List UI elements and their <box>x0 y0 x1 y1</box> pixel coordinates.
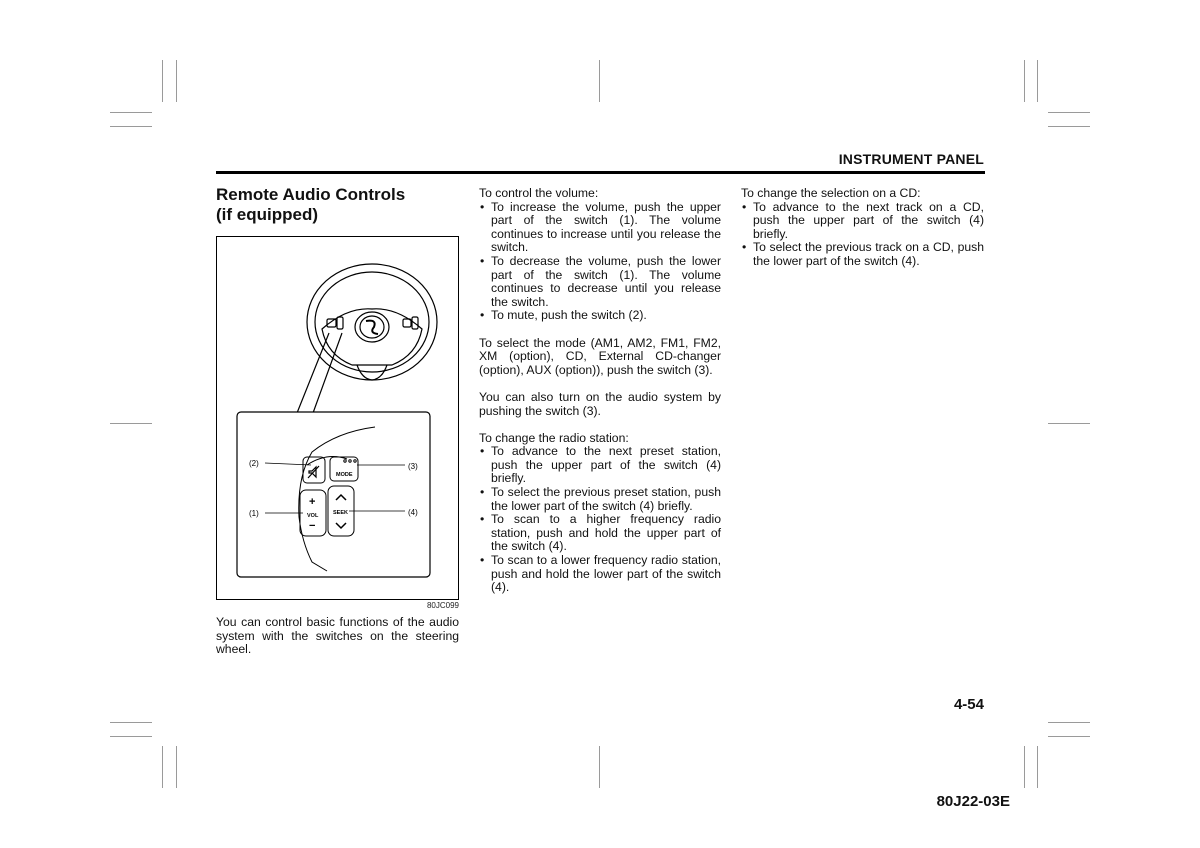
crop-mark <box>599 746 600 788</box>
volume-minus-icon: − <box>309 520 316 532</box>
figure-code: 80JC099 <box>426 601 459 610</box>
figure-caption: You can control basic functions of the audio system with the switches on the steering wheel. <box>216 615 459 657</box>
list-item: • To mute, push the switch (2). <box>479 309 721 323</box>
crop-mark <box>599 60 600 102</box>
heading-line-1: Remote Audio Controls <box>216 185 406 204</box>
cd-list <box>741 201 984 269</box>
crop-mark <box>1048 423 1090 424</box>
section-title: INSTRUMENT PANEL <box>838 151 984 167</box>
crop-mark <box>110 423 152 424</box>
cd-intro: To change the selection on a CD: <box>741 186 921 200</box>
crop-mark <box>1048 722 1090 723</box>
crop-mark <box>1048 736 1090 737</box>
crop-mark <box>110 126 152 127</box>
crop-mark <box>162 746 163 788</box>
document-code: 80J22-03E <box>936 793 1010 810</box>
radio-list <box>479 445 721 595</box>
list-item: • To scan to a lower frequency radio station, push and hold the lower part of the switch (4). <box>479 554 721 595</box>
crop-mark <box>1037 60 1038 102</box>
crop-mark <box>176 746 177 788</box>
middle-column <box>479 187 721 595</box>
steering-wheel-illustration <box>217 237 458 599</box>
mode-paragraph: To select the mode (AM1, AM2, FM1, FM2, XM (option), CD, External CD-changer (option), AUX (option)), push the switch (3). <box>479 335 721 377</box>
crop-mark <box>1048 112 1090 113</box>
heading-line-2: (if equipped) <box>216 205 318 224</box>
crop-mark <box>1024 746 1025 788</box>
left-column <box>216 616 459 657</box>
list-item: • To increase the volume, push the upper part of the switch (1). The volume continues to increase until you release the switch. <box>479 201 721 255</box>
steering-wheel <box>307 264 437 380</box>
crop-mark <box>110 736 152 737</box>
list-item: • To scan to a higher frequency radio station, push and hold the upper part of the switch (4). <box>479 513 721 554</box>
page-number: 4-54 <box>953 696 984 713</box>
crop-mark <box>110 112 152 113</box>
list-item: • To decrease the volume, push the lower part of the switch (1). The volume continues to decrease until you release the switch. <box>479 255 721 309</box>
list-item: • To advance to the next preset station, push the upper part of the switch (4) briefly. <box>479 445 721 486</box>
volume-plus-icon: + <box>309 496 316 508</box>
crop-mark <box>162 60 163 102</box>
callout-1: (1) <box>249 509 259 518</box>
right-column <box>741 187 984 269</box>
crop-mark <box>1048 126 1090 127</box>
crop-mark <box>1037 746 1038 788</box>
power-paragraph: You can also turn on the audio system by pushing the switch (3). <box>479 389 721 418</box>
crop-mark <box>1024 60 1025 102</box>
detail-leader <box>297 333 342 413</box>
callout-3: (3) <box>408 462 418 471</box>
vol-label: VOL <box>307 513 319 519</box>
list-item: • To select the previous track on a CD, push the lower part of the switch (4). <box>741 241 984 268</box>
section-heading <box>216 185 456 225</box>
radio-intro: To change the radio station: <box>479 430 629 445</box>
callout-2: (2) <box>249 459 259 468</box>
crop-mark <box>176 60 177 102</box>
list-item: • To advance to the next track on a CD, push the upper part of the switch (4) briefly. <box>741 201 984 242</box>
crop-mark <box>110 722 152 723</box>
list-item: • To select the previous preset station, push the lower part of the switch (4) briefly. <box>479 486 721 513</box>
header-rule <box>216 171 985 174</box>
volume-list <box>479 201 721 323</box>
seek-label: SEEK <box>333 510 348 516</box>
callout-4: (4) <box>408 508 418 517</box>
mode-label: MODE <box>336 472 353 478</box>
steering-wheel-figure <box>216 236 459 600</box>
detail-box <box>237 412 430 577</box>
volume-intro: To control the volume: <box>479 186 599 200</box>
